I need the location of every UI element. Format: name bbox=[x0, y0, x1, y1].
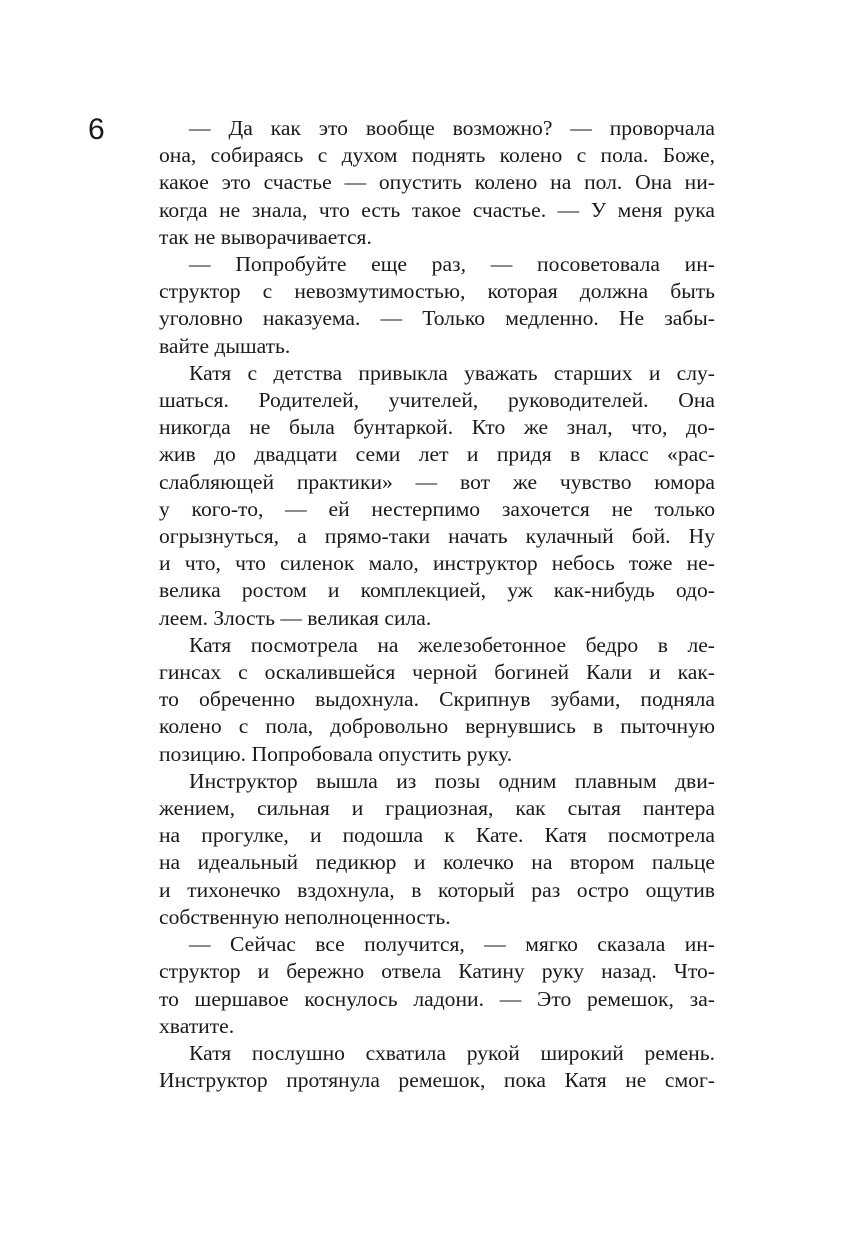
text-line: какое это счастье — опустить колено на пол. Она ни- bbox=[159, 170, 715, 195]
text-line: на идеальный педикюр и колечко на втором пальце bbox=[159, 850, 715, 875]
page-number: 6 bbox=[88, 113, 105, 146]
text-line: то шершавое коснулось ладони. — Это ремешок, за- bbox=[159, 986, 715, 1011]
text-line: на прогулке, и подошла к Кате. Катя посмотрела bbox=[159, 823, 715, 848]
text-line: Катя послушно схватила рукой широкий ремень. bbox=[189, 1040, 715, 1065]
text-line: то обреченно выдохнула. Скрипнув зубами, подняла bbox=[159, 687, 715, 712]
text-line: позицию. Попробовала опустить руку. bbox=[159, 741, 513, 766]
text-line: Катя с детства привыкла уважать старших и слу- bbox=[189, 360, 715, 385]
text-line: слабляющей практики» — вот же чувство юмора bbox=[159, 469, 715, 494]
paragraph bbox=[159, 115, 715, 251]
text-line: вайте дышать. bbox=[159, 333, 291, 358]
text-line: огрызнуться, а прямо-таки начать кулачный бой. Ну bbox=[159, 524, 715, 549]
paragraph bbox=[159, 768, 715, 931]
paragraph bbox=[159, 360, 715, 632]
text-line: Инструктор протянула ремешок, пока Катя не смог- bbox=[159, 1068, 715, 1093]
text-line: собственную неполноценность. bbox=[159, 904, 451, 929]
text-line: шаться. Родителей, учителей, руководителей. Она bbox=[159, 388, 715, 413]
text-line: — Попробуйте еще раз, — посоветовала ин- bbox=[189, 252, 715, 277]
text-line: когда не знала, что есть такое счастье. — У меня рука bbox=[159, 197, 715, 222]
text-line: гинсах с оскалившейся черной богиней Кали и как- bbox=[159, 660, 715, 685]
text-line: так не выворачивается. bbox=[159, 224, 372, 249]
text-line: — Сейчас все получится, — мягко сказала ин- bbox=[189, 932, 715, 957]
text-line: жением, сильная и грациозная, как сытая пантера bbox=[159, 796, 715, 821]
text-line: и что, что силенок мало, инструктор небось тоже не- bbox=[159, 551, 715, 576]
text-line: у кого-то, — ей нестерпимо захочется не только bbox=[159, 496, 715, 521]
body-text bbox=[159, 115, 715, 1094]
text-line: структор и бережно отвела Катину руку назад. Что- bbox=[159, 959, 715, 984]
text-line: структор с невозмутимостью, которая должна быть bbox=[159, 279, 715, 304]
text-line: леем. Злость — великая сила. bbox=[159, 605, 432, 630]
text-line: и тихонечко вздохнула, в который раз остро ощутив bbox=[159, 877, 715, 902]
text-line: Катя посмотрела на железобетонное бедро в ле- bbox=[189, 632, 715, 657]
text-line: уголовно наказуема. — Только медленно. Не забы- bbox=[159, 306, 715, 331]
text-line: она, собираясь с духом поднять колено с пола. Боже, bbox=[159, 143, 715, 168]
paragraph bbox=[159, 931, 715, 1040]
text-line: колено с пола, добровольно вернувшись в пыточную bbox=[159, 714, 715, 739]
text-line: хватите. bbox=[159, 1013, 235, 1038]
text-line: велика ростом и комплекцией, уж как-нибудь одо- bbox=[159, 578, 715, 603]
paragraph bbox=[159, 1040, 715, 1094]
paragraph bbox=[159, 632, 715, 768]
paragraph bbox=[159, 251, 715, 360]
text-line: Инструктор вышла из позы одним плавным дви- bbox=[189, 768, 715, 793]
text-line: никогда не была бунтаркой. Кто же знал, что, до- bbox=[159, 415, 715, 440]
text-line: жив до двадцати семи лет и придя в класс «рас- bbox=[159, 442, 715, 467]
text-line: — Да как это вообще возможно? — проворчала bbox=[189, 116, 715, 140]
